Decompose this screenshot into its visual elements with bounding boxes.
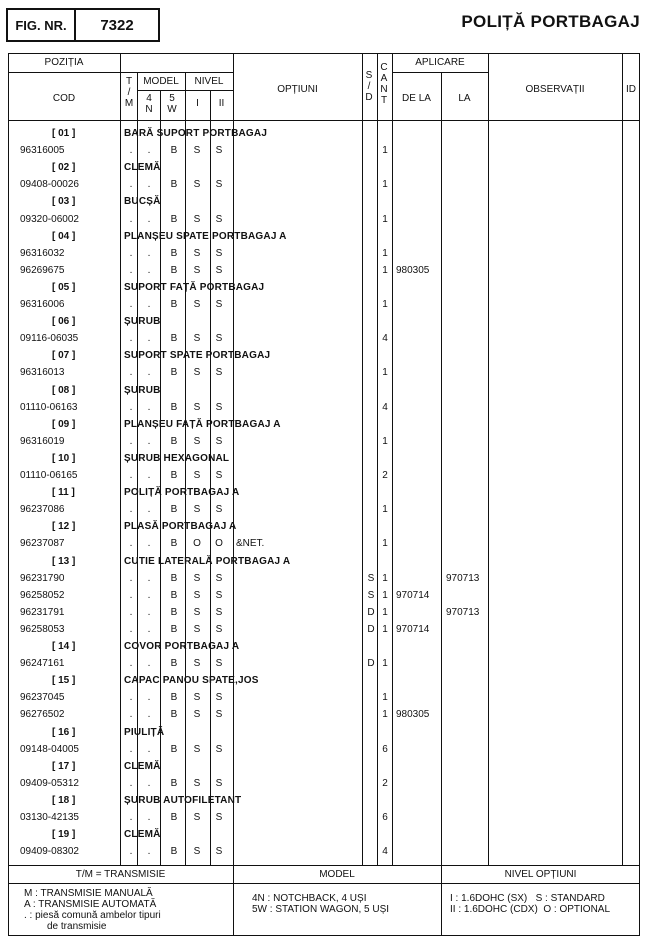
part-description: PIULIȚĂ — [124, 726, 165, 738]
tm-common-dot: . — [129, 658, 133, 670]
model-code: B — [170, 470, 178, 481]
nivel-1-value: S — [193, 470, 201, 481]
rule — [8, 883, 640, 884]
figure-label: FIG. NR. — [8, 10, 76, 40]
quantity-value: 1 — [382, 264, 388, 276]
model-4n-dot: . — [147, 743, 151, 755]
model-code: B — [170, 179, 178, 191]
part-code: 96237045 — [20, 692, 65, 704]
model-code: B — [170, 623, 178, 635]
nivel-2-value: S — [215, 179, 223, 191]
nivel-1-value: S — [193, 589, 201, 601]
nivel-2-value: S — [215, 846, 223, 858]
model-code: B — [170, 145, 178, 157]
model-4n-dot: . — [147, 658, 151, 670]
position-number: [ 11 ] — [52, 487, 75, 499]
nivel-1-value: S — [193, 709, 201, 721]
quantity-value: 4 — [382, 846, 388, 858]
nivel-1-value: S — [193, 264, 201, 276]
tm-common-dot: . — [129, 470, 133, 481]
part-description: POLIȚĂ PORTBAGAJ A — [124, 487, 240, 499]
nivel-2-value: S — [215, 709, 223, 721]
legend-tm-line: . : piesă comună ambelor tipuri — [24, 910, 161, 921]
nivel-1-value: S — [193, 145, 201, 157]
legend-tm-line: A : TRANSMISIE AUTOMATĂ — [24, 899, 157, 910]
section-row — [0, 313, 650, 330]
model-code: B — [170, 367, 178, 379]
section-row — [0, 159, 650, 176]
part-code: 96237087 — [20, 538, 65, 550]
tm-common-dot: . — [129, 333, 133, 345]
section-row — [0, 826, 650, 843]
nivel-2-value: S — [215, 213, 223, 225]
section-row — [0, 484, 650, 501]
tm-common-dot: . — [129, 367, 133, 379]
part-code: 96276502 — [20, 709, 65, 721]
tm-common-dot: . — [129, 846, 133, 858]
nivel-1-value: S — [193, 179, 201, 191]
part-description: COVOR PORTBAGAJ A — [124, 641, 240, 652]
quantity-value: 2 — [382, 470, 388, 481]
model-code: B — [170, 401, 178, 413]
nivel-2-value: S — [215, 367, 223, 379]
part-description: CLEMĂ — [124, 760, 161, 772]
nivel-1-value: S — [193, 846, 201, 858]
nivel-1-value: S — [193, 213, 201, 225]
nivel-1-value: S — [193, 606, 201, 618]
section-row — [0, 125, 650, 142]
part-description: CUTIE LATERALĂ PORTBAGAJ A — [124, 555, 291, 567]
tm-common-dot: . — [129, 504, 133, 516]
section-row — [0, 279, 650, 296]
side-value: D — [367, 606, 375, 618]
quantity-value: 1 — [382, 709, 388, 721]
col-cod: COD — [52, 93, 76, 104]
part-code: 01110-06163 — [20, 401, 78, 413]
position-number: [ 17 ] — [52, 760, 76, 772]
part-description: PLASĂ PORTBAGAJ A — [124, 521, 237, 533]
tm-common-dot: . — [129, 606, 133, 618]
tm-common-dot: . — [129, 538, 133, 550]
quantity-value: 1 — [382, 435, 388, 447]
nivel-1-value: S — [193, 435, 201, 447]
nivel-1-value: S — [193, 247, 201, 259]
quantity-value: 1 — [382, 299, 388, 310]
section-row — [0, 228, 650, 245]
nivel-2-value: S — [215, 777, 223, 789]
part-description: SUPORT FAȚĂ PORTBAGAJ — [124, 281, 265, 293]
model-code: B — [170, 743, 178, 755]
model-4n-dot: . — [147, 401, 151, 413]
col-optiuni: OPȚIUNI — [277, 84, 318, 95]
part-code: 03130-42135 — [20, 812, 79, 823]
nivel-1-value: S — [193, 777, 201, 789]
tm-common-dot: . — [129, 264, 133, 276]
position-number: [ 06 ] — [52, 316, 76, 328]
part-code: 96316032 — [20, 247, 65, 259]
tm-common-dot: . — [129, 299, 133, 310]
position-number: [ 02 ] — [52, 162, 76, 174]
col-la: LA — [458, 93, 471, 104]
quantity-value: 2 — [382, 777, 388, 789]
nivel-2-value: S — [215, 658, 223, 670]
model-4n-dot: . — [147, 777, 151, 789]
section-row — [0, 518, 650, 535]
position-number: [ 15 ] — [52, 675, 76, 687]
part-row — [0, 741, 650, 758]
part-code: 09320-06002 — [20, 213, 79, 225]
col-pozitia: POZIȚIA — [44, 57, 84, 68]
tm-common-dot: . — [129, 589, 133, 601]
model-code: B — [170, 692, 178, 704]
figure-number-box — [6, 8, 160, 42]
quantity-value: 1 — [382, 247, 388, 259]
rule — [8, 120, 640, 121]
quantity-value: 1 — [382, 658, 388, 670]
part-row — [0, 433, 650, 450]
part-row — [0, 570, 650, 587]
part-code: 96316013 — [20, 367, 65, 379]
part-description: CAPAC PANOU SPATE,JOS — [124, 675, 259, 687]
part-row — [0, 843, 650, 860]
col-nivel-1: I — [196, 98, 199, 109]
section-row — [0, 724, 650, 741]
tm-common-dot: . — [129, 743, 133, 755]
tm-common-dot: . — [129, 623, 133, 635]
col-cant: C A N T — [380, 62, 388, 106]
part-code: 96231791 — [20, 606, 65, 618]
part-code: 09148-04005 — [20, 743, 79, 755]
position-number: [ 09 ] — [52, 418, 76, 430]
quantity-value: 1 — [382, 572, 388, 584]
part-code: 01110-06165 — [20, 470, 78, 481]
nivel-1-value: S — [193, 367, 201, 379]
tm-common-dot: . — [129, 213, 133, 225]
part-row — [0, 245, 650, 262]
part-row — [0, 809, 650, 826]
position-number: [ 03 ] — [52, 196, 76, 208]
part-row — [0, 330, 650, 347]
model-4n-dot: . — [147, 589, 151, 601]
section-row — [0, 193, 650, 210]
nivel-2-value: O — [215, 538, 223, 550]
position-number: [ 05 ] — [52, 281, 76, 293]
model-4n-dot: . — [147, 572, 151, 584]
side-value: D — [367, 658, 375, 670]
quantity-value: 1 — [382, 213, 388, 225]
position-number: [ 04 ] — [52, 230, 76, 242]
part-code: 09116-06035 — [20, 333, 79, 345]
legend-tm-line: M : TRANSMISIE MANUALĂ — [24, 888, 153, 899]
legend-tm-title: T/M = TRANSMISIE — [75, 869, 166, 880]
part-row — [0, 621, 650, 638]
quantity-value: 1 — [382, 538, 388, 550]
part-row — [0, 604, 650, 621]
model-4n-dot: . — [147, 470, 151, 481]
to-date: 970713 — [446, 606, 480, 618]
nivel-2-value: S — [215, 401, 223, 413]
part-code: 96316019 — [20, 435, 65, 447]
model-code: B — [170, 435, 178, 447]
option-value: &NET. — [236, 538, 265, 550]
model-code: B — [170, 777, 178, 789]
nivel-2-value: S — [215, 812, 223, 823]
position-number: [ 18 ] — [52, 794, 76, 806]
part-row — [0, 296, 650, 313]
part-description: BUCȘĂ — [124, 196, 161, 208]
quantity-value: 1 — [382, 504, 388, 516]
part-code: 96258052 — [20, 589, 65, 601]
model-4n-dot: . — [147, 264, 151, 276]
tm-common-dot: . — [129, 145, 133, 157]
part-description: CLEMĂ — [124, 162, 161, 174]
part-code: 96269675 — [20, 264, 65, 276]
quantity-value: 1 — [382, 606, 388, 618]
part-row — [0, 535, 650, 552]
part-code: 96316006 — [20, 299, 65, 310]
part-row — [0, 467, 650, 484]
model-4n-dot: . — [147, 538, 151, 550]
part-code: 09408-00026 — [20, 179, 79, 191]
part-row — [0, 706, 650, 723]
from-date: 980305 — [396, 264, 430, 276]
quantity-value: 1 — [382, 179, 388, 191]
model-code: B — [170, 606, 178, 618]
position-number: [ 01 ] — [52, 128, 76, 139]
part-row — [0, 655, 650, 672]
part-row — [0, 364, 650, 381]
section-row — [0, 758, 650, 775]
position-number: [ 13 ] — [52, 555, 76, 567]
position-number: [ 08 ] — [52, 384, 76, 396]
tm-common-dot: . — [129, 709, 133, 721]
nivel-2-value: S — [215, 606, 223, 618]
quantity-value: 6 — [382, 743, 388, 755]
from-date: 970714 — [396, 589, 430, 601]
col-id: ID — [626, 84, 636, 95]
part-row — [0, 689, 650, 706]
model-4n-dot: . — [147, 812, 151, 823]
from-date: 980305 — [396, 709, 430, 721]
position-number: [ 19 ] — [52, 829, 76, 841]
position-number: [ 10 ] — [52, 452, 76, 464]
nivel-1-value: S — [193, 401, 201, 413]
position-number: [ 14 ] — [52, 641, 76, 652]
quantity-value: 4 — [382, 401, 388, 413]
part-description: CLEMĂ — [124, 829, 161, 841]
model-code: B — [170, 589, 178, 601]
part-description: BARĂ SUPORT PORTBAGAJ — [124, 128, 268, 139]
tm-common-dot: . — [129, 401, 133, 413]
quantity-value: 1 — [382, 145, 388, 157]
model-4n-dot: . — [147, 179, 151, 191]
legend-model-title: MODEL — [319, 869, 355, 880]
legend-nivel-title: NIVEL OPȚIUNI — [504, 869, 577, 880]
legend-model-line: 5W : STATION WAGON, 5 UȘI — [252, 904, 390, 915]
nivel-2-value: S — [215, 333, 223, 345]
tm-common-dot: . — [129, 777, 133, 789]
tm-common-dot: . — [129, 247, 133, 259]
section-row — [0, 382, 650, 399]
tm-common-dot: . — [129, 179, 133, 191]
position-number: [ 12 ] — [52, 521, 76, 533]
model-4n-dot: . — [147, 247, 151, 259]
model-4n-dot: . — [147, 846, 151, 858]
nivel-1-value: S — [193, 299, 201, 310]
legend-nivel-line: I : 1.6DOHC (SX) S : STANDARD — [450, 893, 605, 904]
nivel-2-value: S — [215, 743, 223, 755]
model-code: B — [170, 572, 178, 584]
nivel-2-value: S — [215, 572, 223, 584]
legend-nivel-line: II : 1.6DOHC (CDX) O : OPTIONAL — [450, 904, 611, 915]
model-code: B — [170, 213, 178, 225]
part-description: ȘURUB HEXAGONAL — [124, 452, 230, 464]
model-code: B — [170, 709, 178, 721]
model-code: B — [170, 658, 178, 670]
nivel-2-value: S — [215, 589, 223, 601]
rule — [392, 72, 488, 73]
nivel-1-value: S — [193, 658, 201, 670]
col-sd: S / D — [365, 70, 373, 103]
part-code: 96247161 — [20, 658, 65, 670]
part-row — [0, 399, 650, 416]
model-code: B — [170, 299, 178, 310]
model-code: B — [170, 812, 178, 823]
tm-common-dot: . — [129, 435, 133, 447]
model-code: B — [170, 264, 178, 276]
model-4n-dot: . — [147, 504, 151, 516]
col-de-la: DE LA — [402, 93, 431, 104]
part-description: SUPORT SPATE PORTBAGAJ — [124, 350, 271, 362]
side-value: D — [367, 623, 375, 635]
part-description: PLANȘEU SPATE PORTBAGAJ A — [124, 230, 287, 242]
part-code: 96231790 — [20, 572, 65, 584]
nivel-2-value: S — [215, 470, 223, 481]
nivel-1-value: S — [193, 692, 201, 704]
legend-model-line: 4N : NOTCHBACK, 4 UȘI — [252, 893, 367, 904]
nivel-1-value: S — [193, 572, 201, 584]
legend-tm-line: de transmisie — [47, 921, 107, 932]
quantity-value: 1 — [382, 692, 388, 704]
part-description: ȘURUB — [124, 384, 161, 396]
section-row — [0, 553, 650, 570]
model-4n-dot: . — [147, 692, 151, 704]
model-code: B — [170, 538, 178, 550]
nivel-1-value: O — [193, 538, 201, 550]
nivel-2-value: S — [215, 435, 223, 447]
part-code: 96316005 — [20, 145, 65, 157]
quantity-value: 1 — [382, 589, 388, 601]
part-description: PLANȘEU FAȚĂ PORTBAGAJ A — [124, 418, 281, 430]
nivel-1-value: S — [193, 743, 201, 755]
part-description: ȘURUB AUTOFILETANT — [124, 794, 242, 806]
nivel-1-value: S — [193, 333, 201, 345]
quantity-value: 1 — [382, 367, 388, 379]
rule — [8, 865, 640, 866]
page-title: POLIȚĂ PORTBAGAJ — [461, 12, 640, 31]
col-nivel-2: II — [218, 98, 225, 109]
from-date: 970714 — [396, 623, 430, 635]
model-code: B — [170, 504, 178, 516]
model-code: B — [170, 333, 178, 345]
side-value: S — [367, 589, 375, 601]
quantity-value: 6 — [382, 812, 388, 823]
section-row — [0, 672, 650, 689]
section-row — [0, 792, 650, 809]
col-tm: T / M — [124, 76, 134, 109]
quantity-value: 4 — [382, 333, 388, 345]
model-4n-dot: . — [147, 435, 151, 447]
part-code: 09409-08302 — [20, 846, 79, 858]
model-4n-dot: . — [147, 367, 151, 379]
part-row — [0, 176, 650, 193]
col-aplicare: APLICARE — [415, 57, 465, 68]
tm-common-dot: . — [129, 812, 133, 823]
model-code: B — [170, 247, 178, 259]
section-row — [0, 347, 650, 364]
model-4n-dot: . — [147, 213, 151, 225]
section-row — [0, 450, 650, 467]
model-4n-dot: . — [147, 623, 151, 635]
section-row — [0, 638, 650, 655]
section-row — [0, 416, 650, 433]
nivel-2-value: S — [215, 299, 223, 310]
nivel-2-value: S — [215, 247, 223, 259]
model-code: B — [170, 846, 178, 858]
part-code: 96258053 — [20, 623, 65, 635]
part-row — [0, 211, 650, 228]
part-row — [0, 587, 650, 604]
nivel-2-value: S — [215, 264, 223, 276]
part-code: 09409-05312 — [20, 777, 79, 789]
col-nivel: NIVEL — [194, 76, 224, 87]
part-code: 96237086 — [20, 504, 65, 516]
part-row — [0, 262, 650, 279]
model-4n-dot: . — [147, 333, 151, 345]
nivel-1-value: S — [193, 812, 201, 823]
quantity-value: 1 — [382, 623, 388, 635]
part-row — [0, 142, 650, 159]
part-row — [0, 775, 650, 792]
model-4n-dot: . — [147, 606, 151, 618]
model-4n-dot: . — [147, 145, 151, 157]
nivel-2-value: S — [215, 145, 223, 157]
position-number: [ 16 ] — [52, 726, 76, 738]
position-number: [ 07 ] — [52, 350, 76, 362]
col-model-4n: 4 N — [145, 93, 153, 115]
col-model: MODEL — [143, 76, 179, 87]
nivel-2-value: S — [215, 623, 223, 635]
col-model-5w: 5 W — [167, 93, 177, 115]
nivel-1-value: S — [193, 623, 201, 635]
part-row — [0, 501, 650, 518]
col-observatii: OBSERVAȚII — [525, 84, 585, 95]
nivel-1-value: S — [193, 504, 201, 516]
tm-common-dot: . — [129, 692, 133, 704]
figure-number: 7322 — [100, 16, 134, 34]
model-4n-dot: . — [147, 299, 151, 310]
tm-common-dot: . — [129, 572, 133, 584]
rule — [8, 72, 120, 73]
to-date: 970713 — [446, 572, 480, 584]
part-description: ȘURUB — [124, 316, 161, 328]
nivel-2-value: S — [215, 692, 223, 704]
side-value: S — [367, 572, 375, 584]
nivel-2-value: S — [215, 504, 223, 516]
model-4n-dot: . — [147, 709, 151, 721]
